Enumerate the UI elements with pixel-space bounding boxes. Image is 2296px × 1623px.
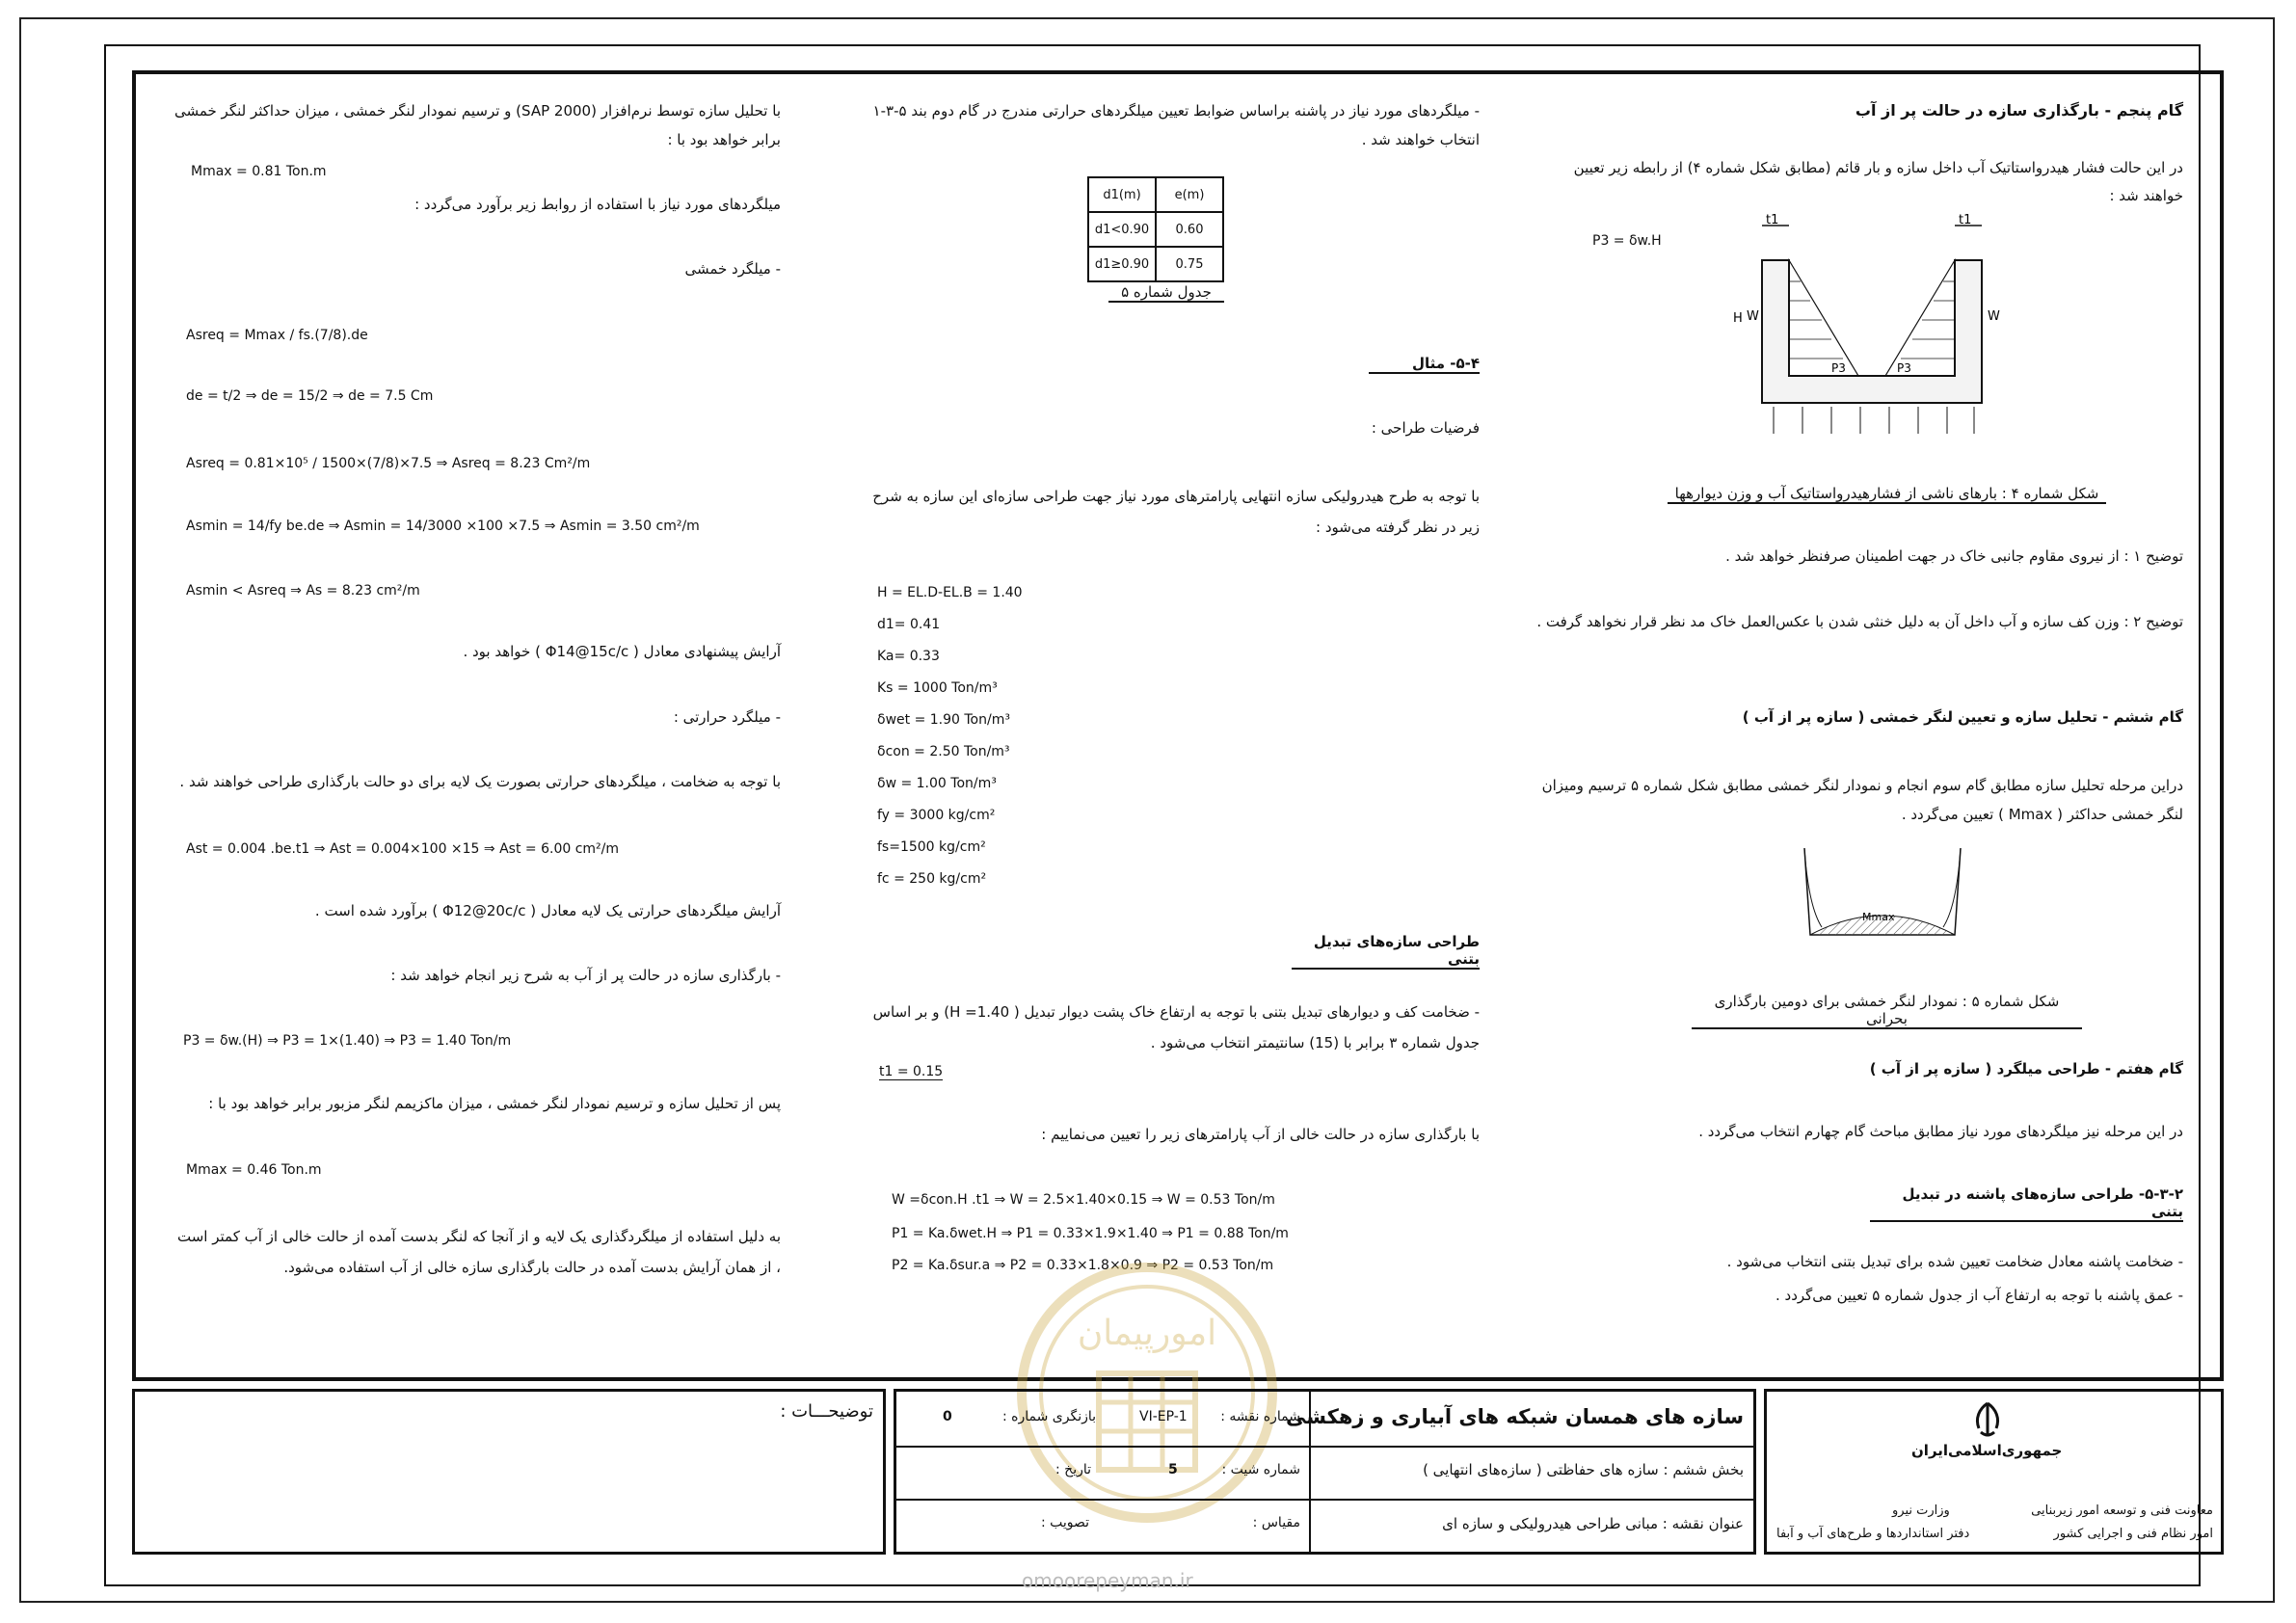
revision-number: 0 <box>943 1409 952 1424</box>
mmax-1: Mmax = 0.81 Ton.m <box>191 164 327 179</box>
param-fs: fs=1500 kg/cm² <box>877 839 986 855</box>
figure-4 <box>1735 214 2024 445</box>
note2: توضیح ۲ : وزن کف سازه و آب داخل آن به دلیل خنثی شدن با عکس‌العمل خاک مد نظر قرار نخواهد گرفت . <box>1536 613 2183 630</box>
table-header: d1(m) <box>1088 177 1156 212</box>
param-dw: δw = 1.00 Ton/m³ <box>877 776 997 791</box>
eq-as: Asmin < Asreq ⇒ As = 8.23 cm²/m <box>186 583 420 599</box>
drawing-title: عنوان نقشه : مبانی طراحی هیدرولیکی و سازه ای <box>1442 1515 1744 1532</box>
fig5-caption: شکل شماره ۵ : نمودار لنگر خمشی برای دومین بارگذاری بحرانی <box>1692 993 2082 1029</box>
param-ka: Ka= 0.33 <box>877 649 940 664</box>
section-title: ۵-۳-۲- طراحی سازه‌های پاشنه در تبدیل بتنی <box>1870 1185 2183 1222</box>
drawing-number: VI-EP-1 <box>1139 1409 1188 1424</box>
thermal-text: با توجه به ضخامت ، میلگردهای حرارتی بصورت یک لایه برای دو حالت بارگذاری طراحی خواهند شد . <box>179 773 781 790</box>
thermal-arrangement: آرایش میلگردهای حرارتی یک لایه معادل ( Φ12@20c/c ) برآورد شده است . <box>314 902 781 919</box>
eq-w: W =δcon.H .t1 ⇒ W = 2.5×1.40×0.15 ⇒ W = 0.53 Ton/m <box>892 1192 1275 1208</box>
table-cell: 0.75 <box>1156 247 1223 281</box>
eq-p3: P3 = δw.(H) ⇒ P3 = 1×(1.40) ⇒ P3 = 1.40 Ton/m <box>183 1033 512 1049</box>
step6-text: دراین مرحله تحلیل سازه مطابق گام سوم انجام و نمودار لنگر خمشی مطابق شکل شماره ۵ ترسیم ومیزان لنگر خمشی حداکثر ( Mmax ) تعیین می‌گردد . <box>1541 777 2183 823</box>
eq-asreq: Asreq = Mmax / fs.(7/8).de <box>186 328 368 343</box>
param-d1: d1= 0.41 <box>877 617 941 632</box>
example-title: ۵-۴- مثال <box>1369 355 1480 374</box>
step5-text: در این حالت فشار هیدرواستاتیک آب داخل سازه و بار قائم (مطابق شکل شماره ۴) از رابطه زیر تعیین خواهند شد : <box>1573 159 2183 204</box>
project-title: سازه های همسان شبکه های آبیاری و زهکشی <box>1286 1405 1744 1428</box>
param-fc: fc = 250 kg/cm² <box>877 871 987 887</box>
approval-label: تصویب : <box>1041 1515 1090 1530</box>
thermal-rebar: - میلگرد حرارتی : <box>673 708 781 726</box>
step7-text: در این مرحله نیز میلگردهای مورد نیاز مطابق مباحث گام چهارم انتخاب می‌گردد . <box>1698 1123 2183 1140</box>
eq-de: de = t/2 ⇒ de = 15/2 ⇒ de = 7.5 Cm <box>186 388 434 404</box>
after-analysis-text: پس از تحلیل سازه و ترسیم نمودار لنگر خمشی ، میزان ماکزیمم لنگر مزبور برابر خواهد بود با : <box>208 1095 781 1112</box>
rebar-text: میلگردهای مورد نیاز با استفاده از روابط زیر برآورد می‌گردد : <box>414 196 781 213</box>
revision-label: بازنگری شماره : <box>1002 1409 1097 1424</box>
eq-asmin: Asmin = 14/fy be.de ⇒ Asmin = 14/3000 ×100 ×7.5 ⇒ Asmin = 3.50 cm²/m <box>186 519 700 534</box>
fig5-mmax-label: Mmax <box>1862 911 1895 923</box>
fig4-t1-left: t1 <box>1766 213 1779 227</box>
table-cell: d1≥0.90 <box>1088 247 1156 281</box>
eq-p2: P2 = Ka.δsur.a ⇒ P2 = 0.33×1.8×0.9 ⇒ P2 = 0.53 Ton/m <box>892 1258 1274 1273</box>
remarks-label: توضیحـــات : <box>780 1401 873 1422</box>
fig4-w-left: W <box>1747 309 1759 324</box>
bullet1: - ضخامت پاشنه معادل ضخامت تعیین شده برای تبدیل بتنی انتخاب می‌شود . <box>1726 1253 2183 1270</box>
eq-p1: P1 = Ka.δwet.H ⇒ P1 = 0.33×1.9×1.40 ⇒ P1 = 0.88 Ton/m <box>892 1226 1289 1241</box>
step5-title: گام پنجم - بارگذاری سازه در حالت پر از آب <box>1855 101 2183 120</box>
fig4-p3-left: P3 <box>1831 361 1846 375</box>
param-dwet: δwet = 1.90 Ton/m³ <box>877 712 1010 728</box>
emblem-text: جمهوری‌اسلامی‌ایران <box>1911 1442 2063 1459</box>
watermark-url: omoorepeyman.ir <box>1022 1569 1193 1592</box>
table-caption: جدول شماره ۵ <box>1108 283 1224 303</box>
param-ks: Ks = 1000 Ton/m³ <box>877 680 998 696</box>
assumptions-text: با توجه به طرح هیدرولیکی سازه انتهایی پارامترهای مورد نیاز جهت طراحی سازه‌ای این سازه به شرح زیر در نظر گرفته می‌شود : <box>872 488 1480 536</box>
load-text: با بارگذاری سازه در حالت خالی از آب پارامترهای زیر را تعیین می‌نماییم : <box>1041 1126 1480 1143</box>
param-h: H = EL.D-EL.B = 1.40 <box>877 585 1023 600</box>
remarks-box <box>132 1389 886 1555</box>
eq-ast: Ast = 0.004 .be.t1 ⇒ Ast = 0.004×100 ×15 ⇒ Ast = 6.00 cm²/m <box>186 841 620 857</box>
note1: توضیح ۱ : از نیروی مقاوم جانبی خاک در جهت اطمینان صرفنظر خواهد شد . <box>1725 547 2183 565</box>
full-load-text: - بارگذاری سازه در حالت پر از آب به شرح زیر انجام خواهد شد : <box>390 967 781 984</box>
fig4-caption: شکل شماره ۴ : بارهای ناشی از فشارهیدرواستاتیک آب و وزن دیوارهها <box>1668 485 2106 504</box>
sheet-number-label: شماره شیت : <box>1221 1462 1300 1477</box>
bending-rebar: - میلگرد خمشی <box>684 260 781 278</box>
t1-value: t1 = 0.15 <box>879 1064 944 1079</box>
design-title: طراحی سازه‌های تبدیل بتنی <box>1292 933 1480 970</box>
figure-5 <box>1793 838 1966 983</box>
mmax-2: Mmax = 0.46 Ton.m <box>186 1162 322 1178</box>
table-5 <box>1087 176 1224 282</box>
sheet-number: 5 <box>1168 1462 1178 1477</box>
step6-title: گام ششم - تحلیل سازه و تعیین لنگر خمشی ( سازه پر از آب ) <box>1742 708 2183 726</box>
emblem-icon <box>1965 1399 2010 1440</box>
org-line1-a: معاونت فنی و توسعه امور زیربنایی <box>2031 1503 2213 1518</box>
p3-formula: P3 = δw.H <box>1592 233 1662 249</box>
scale-label: مقیاس : <box>1252 1515 1300 1530</box>
bullet2: - عمق پاشنه با توجه به ارتفاع آب از جدول شماره ۵ تعیین می‌گردد . <box>1775 1287 2183 1304</box>
param-fy: fy = 3000 kg/cm² <box>877 808 996 823</box>
table-cell: 0.60 <box>1156 212 1223 247</box>
drawing-number-label: شماره نقشه : <box>1220 1409 1300 1424</box>
step7-title: گام هفتم - طراحی میلگرد ( سازه پر از آب ) <box>1869 1060 2183 1078</box>
final-text: به دلیل استفاده از میلگردگذاری یک لایه و از آنجا که لنگر بدست آمده از حالت خالی از آب کمتر است ، از همان آرایش بدست آمده در حالت بارگذاری سازه خالی از آب استفاده می‌شود. <box>176 1228 781 1276</box>
design-text: - ضخامت کف و دیوارهای تبدیل بتنی با توجه به ارتفاع خاک پشت دیوار تبدیل ( H =1.40) و بر اساس جدول شماره ۳ برابر با (15) سانتیمتر انتخاب می‌شود . <box>872 1003 1480 1051</box>
fig4-t1-right: t1 <box>1959 213 1972 227</box>
table-header: e(m) <box>1156 177 1223 212</box>
fig4-p3-right: P3 <box>1897 361 1911 375</box>
fig4-w-right: W <box>1988 309 2000 324</box>
eq-asreq-value: Asreq = 0.81×10⁵ / 1500×(7/8)×7.5 ⇒ Asreq = 8.23 Cm²/m <box>186 456 591 471</box>
date-label: تاریخ : <box>1055 1462 1092 1477</box>
titleblock-emblem-box <box>1764 1389 2224 1555</box>
section-label: بخش ششم : سازه های حفاظتی ( سازه‌های انتهایی ) <box>1423 1461 1744 1478</box>
table-cell: d1<0.90 <box>1088 212 1156 247</box>
fig4-h: H <box>1733 311 1743 326</box>
org-line2-a: امور نظام فنی و اجرایی کشور <box>2053 1527 2213 1541</box>
titleblock-info-box <box>894 1389 1756 1555</box>
suggested-arrangement: آرایش پیشنهادی معادل ( Φ14@15c/c ) خواهد بود . <box>463 643 781 660</box>
middle-intro: - میلگردهای مورد نیاز در پاشنه براساس ضوابط تعیین میلگردهای حرارتی مندرج در گام دوم بند ۵-۳-۱ انتخاب خواهند شد . <box>872 102 1480 148</box>
assumptions-title: فرضیات طراحی : <box>1371 419 1480 437</box>
org-line2-b: دفتر استانداردها و طرح‌های آب و آبفا <box>1776 1527 1970 1541</box>
left-intro: با تحلیل سازه توسط نرم‌افزار (SAP 2000) و ترسیم نمودار لنگر خمشی ، میزان حداکثر لنگر خمشی برابر خواهد بود با : <box>174 102 781 148</box>
org-line1-b: وزارت نیرو <box>1892 1503 1950 1518</box>
param-dcon: δcon = 2.50 Ton/m³ <box>877 744 1010 759</box>
watermark-logo-text: امورپیمان <box>1077 1314 1217 1353</box>
